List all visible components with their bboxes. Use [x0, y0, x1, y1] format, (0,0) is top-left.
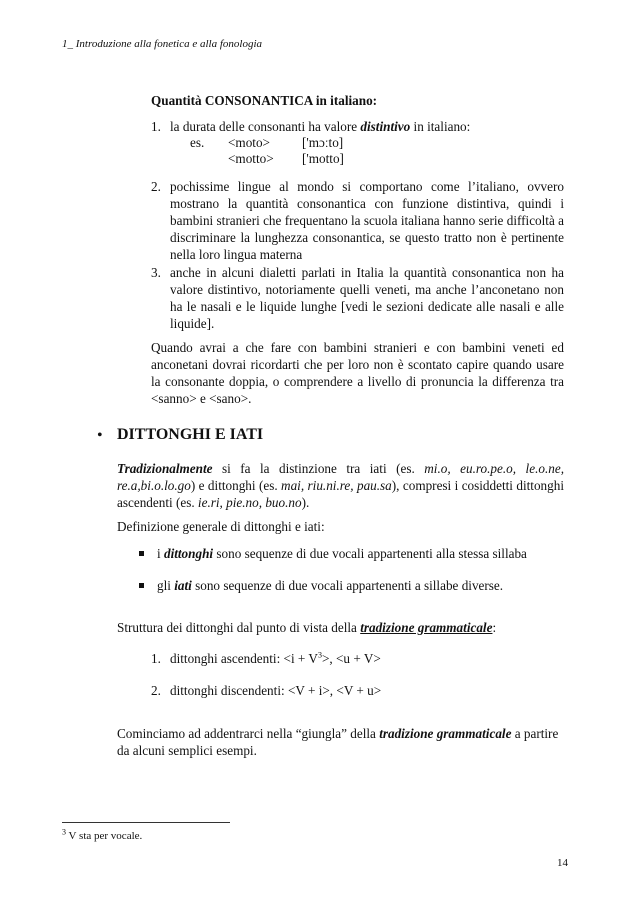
example-word: <moto> [228, 135, 270, 150]
running-header: 1_ Introduzione alla fonetica e alla fonologia [62, 38, 263, 50]
list-number: 3. [151, 265, 161, 280]
term: tradizione grammaticale [379, 726, 512, 741]
closing-paragraph: Quando avrai a che fare con bambini stranieri e con bambini veneti ed anconetani dovrai ricordarti che per loro non è scontato capire quando usare la consonante doppia, o comprendere a livello di pronuncia la differenza tra <sanno> e <sano>. [151, 340, 564, 406]
example-word: <motto> [228, 151, 274, 166]
term: dittonghi [163, 546, 214, 561]
footnote: $^3$ V sta per vocale. [62, 827, 143, 842]
page-number: 14 [557, 857, 568, 869]
emphasis: distintivo [360, 119, 411, 134]
section-title-dittonghi: DITTONGHI E IATI [117, 426, 264, 443]
example-label: es. [190, 135, 205, 150]
term: tradizione grammaticale [360, 620, 493, 635]
list-item-text: anche in alcuni dialetti parlati in Italia la quantità consonantica non ha valore distintivo, notoriamente quelli veneti, ma anche l’anconetano non ha le nasali e le liquide lunghe [vedi le sezioni dedicate alle nasali e alle liquide]. [170, 265, 564, 331]
section-title-quantita: Quantità CONSONANTICA in italiano: [151, 93, 378, 108]
list-number: 1. [151, 651, 161, 666]
definition-heading: Definizione generale di dittonghi e iati: [117, 519, 325, 534]
footnote-divider [62, 822, 230, 823]
list-number: 2. [151, 683, 161, 698]
list-number: 1. [151, 119, 161, 134]
square-bullet-icon [139, 583, 144, 588]
square-bullet-icon [139, 551, 144, 556]
term: iati [174, 578, 192, 593]
example-ipa: ['motto] [302, 151, 344, 166]
example-ipa: ['mɔːto] [302, 135, 344, 150]
intro-paragraph: Tradizionalmente si fa la distinzione tra iati (es. mi.o, eu.ro.pe.o, le.o.ne, re.a,bi.o.lo.go) e dittonghi (es. mai, riu.ni.re, pau.sa), compresi i cosiddetti dittonghi ascendenti (es. ie.ri, pie.no, buo.no). [117, 461, 564, 510]
bullet-icon: • [97, 427, 103, 444]
structure-heading: Struttura dei dittonghi dal punto di vista della tradizione grammaticale: [117, 620, 497, 635]
closing-paragraph: Cominciamo ad addentrarci nella “giungla” della tradizione grammaticale a partire da alcuni semplici esempi. [117, 726, 559, 758]
list-number: 2. [151, 179, 161, 194]
footnote-ref: 3 [317, 650, 322, 660]
list-item-text: la durata delle consonanti ha valore distintivo in italiano: [170, 119, 471, 134]
footnote-mark: 3 [62, 827, 66, 837]
lead-term: Tradizionalmente [117, 461, 213, 476]
list-item-text: pochissime lingue al mondo si comportano come l’italiano, ovvero mostrano la quantità consonantica con funzione distintiva, quindi i bambini stranieri che frequentano la scuola italiana hanno serie difficoltà a discriminare la lunghezza consonantica, se questo tratto non è pertinente nella loro lingua materna [170, 179, 564, 262]
